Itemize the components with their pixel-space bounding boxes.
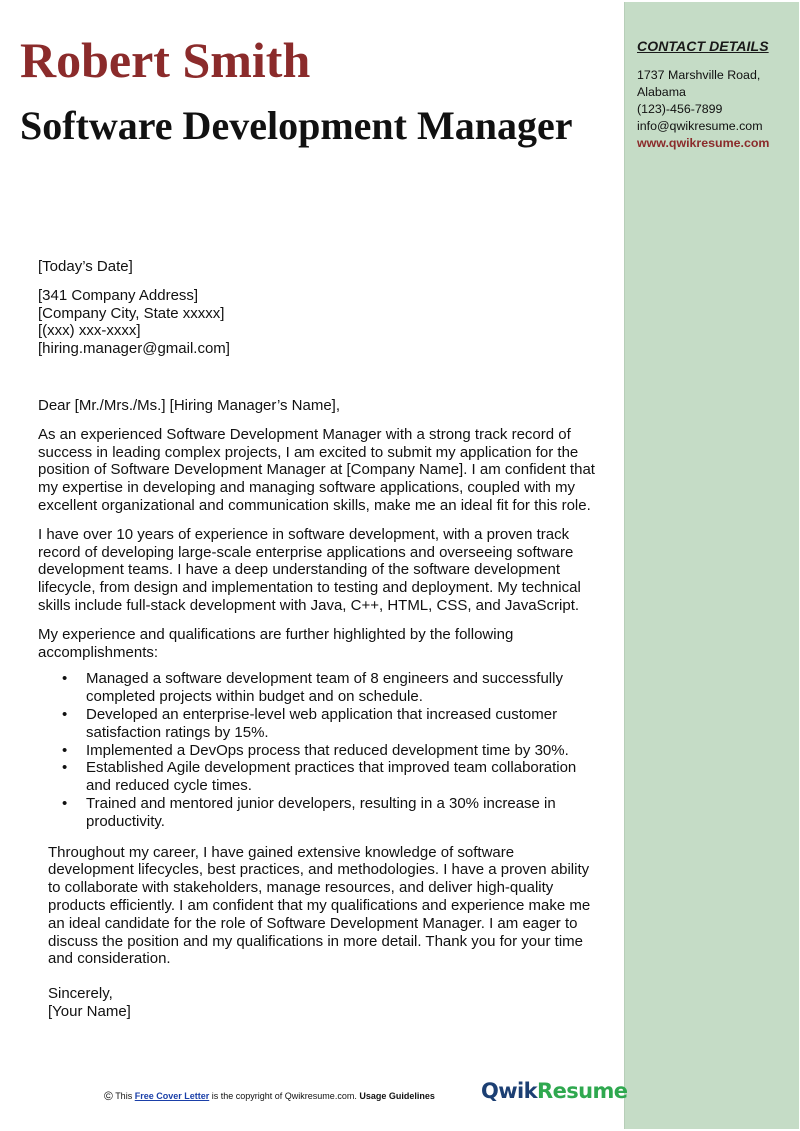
- closing-section: [38, 844, 604, 1021]
- copyright-icon: ©: [104, 1089, 113, 1103]
- applicant-name: Robert Smith: [20, 32, 311, 88]
- recipient-line: [Company City, State xxxxx]: [38, 304, 225, 322]
- contact-block: [637, 67, 787, 152]
- body-paragraph: I have over 10 years of experience in software development, with a proven track record of developing large-scale enterprise applications and overseeing software development teams. I have a deep understanding of the software development lifecycle, from design and implementation to testing and deployment. My technical skills include full-stack development with Java, C++, HTML, CSS, and JavaScript.: [38, 525, 581, 614]
- closing-paragraph: Throughout my career, I have gained extensive knowledge of software development lifecycles, best practices, and methodologies. I have a proven ability to collaborate with stakeholders, manage resources, and deliver high-quality products efficiently. I am confident that my qualifications and experience make me an ideal candidate for the role of Software Development Manager. I am eager to discuss the position and my qualifications in more detail. Thank you for your time and consideration.: [48, 843, 591, 968]
- accomplishments-list: [38, 670, 604, 830]
- contact-sidebar: [624, 2, 799, 1129]
- recipient-line: [(xxx) xxx-xxxx]: [38, 322, 141, 340]
- letter-date: [Today’s Date]: [38, 258, 133, 275]
- footer-prefix: This: [115, 1091, 133, 1101]
- accomplishment-item: • Developed an enterprise-level web application that increased customer satisfaction ratings by 15%.: [86, 706, 604, 742]
- signoff-block: [48, 985, 604, 1021]
- recipient-line: [hiring.manager@gmail.com]: [38, 340, 230, 358]
- accomplishment-item: • Established Agile development practices that improved team collaboration and reduced cycle times.: [86, 759, 604, 795]
- contact-website[interactable]: www.qwikresume.com: [637, 136, 770, 150]
- accomplishment-item: • Trained and mentored junior developers, resulting in a 30% increase in productivity.: [86, 795, 604, 831]
- body-paragraph: As an experienced Software Development Manager with a strong track record of success in leading complex projects, I am excited to submit my application for the position of Software Development Manager at [Company Name]. I am confident that my expertise in developing and managing software applications, coupled with my excellent organizational and communication skills, make me an ideal fit for this role.: [38, 425, 595, 514]
- usage-guidelines-link[interactable]: Usage Guidelines: [359, 1091, 435, 1101]
- accomplishment-item: • Managed a software development team of 8 engineers and successfully completed projects within budget and on schedule.: [86, 670, 604, 706]
- job-title: Software Development Manager: [20, 103, 573, 148]
- salutation: Dear [Mr./Mrs./Ms.] [Hiring Manager’s Name],: [38, 396, 341, 414]
- contact-phone: (123)-456-7899: [637, 102, 723, 116]
- signature-name: [Your Name]: [48, 1002, 131, 1020]
- body-paragraph: My experience and qualifications are further highlighted by the following accomplishments:: [38, 625, 514, 661]
- contact-address: 1737 Marshville Road, Alabama: [637, 68, 761, 99]
- footer-copyright-text: is the copyright of Qwikresume.com.: [211, 1091, 357, 1101]
- letter-body: [38, 258, 604, 1021]
- qwikresume-logo[interactable]: [481, 1079, 627, 1103]
- recipient-address: [38, 287, 604, 358]
- contact-email[interactable]: info@qwikresume.com: [637, 119, 763, 133]
- copyright-footer: [104, 1089, 435, 1103]
- accomplishment-item: • Implemented a DevOps process that reduced development time by 30%.: [86, 742, 604, 760]
- free-cover-letter-link[interactable]: Free Cover Letter: [134, 1091, 210, 1101]
- logo-part-resume: Resume: [537, 1079, 628, 1103]
- recipient-line: [341 Company Address]: [38, 286, 199, 304]
- contact-details-heading: CONTACT DETAILS: [637, 38, 769, 54]
- signoff: Sincerely,: [48, 985, 113, 1003]
- logo-part-qwik: Qwik: [481, 1079, 538, 1103]
